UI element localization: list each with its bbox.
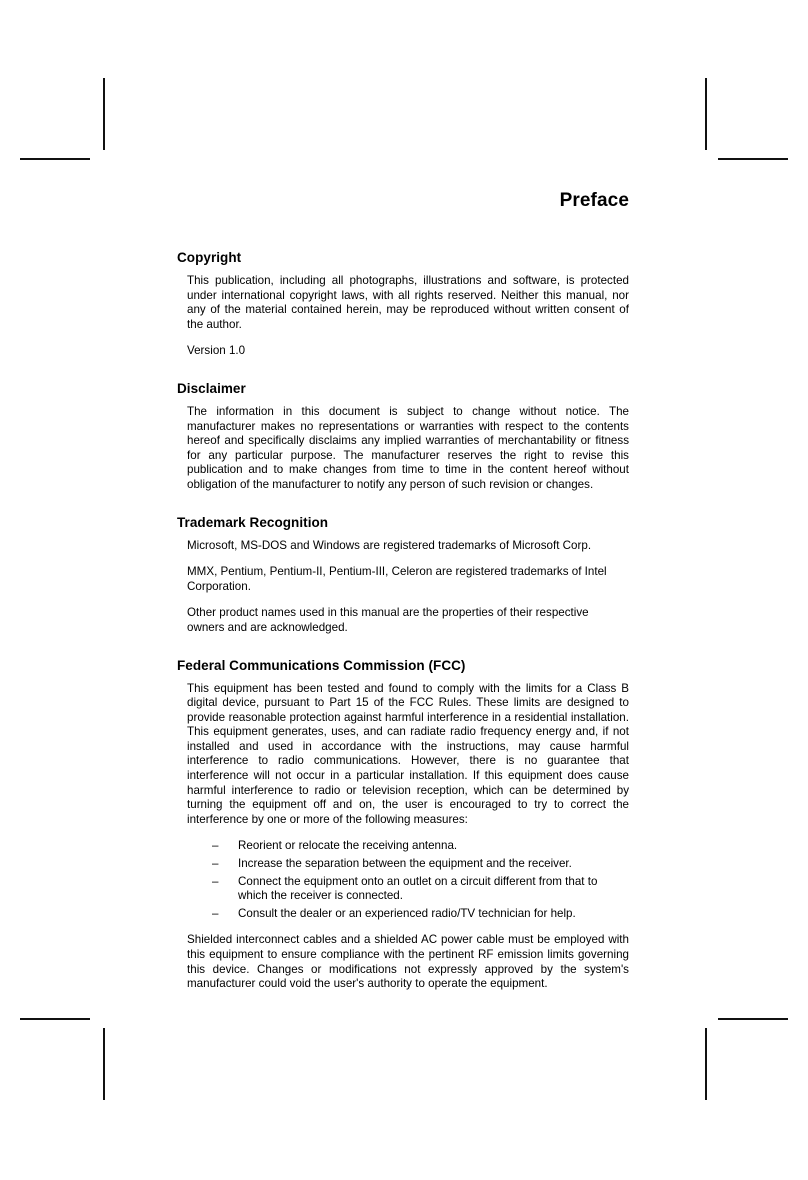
list-item-label: Increase the separation between the equipment and the receiver. [238, 857, 572, 871]
page-content [177, 190, 629, 992]
paragraph: Microsoft, MS-DOS and Windows are registered trademarks of Microsoft Corp. [187, 538, 592, 552]
crop-mark-top-right-vertical [705, 78, 707, 150]
crop-mark-bottom-right-vertical [705, 1028, 707, 1100]
dash-marker-icon: – [212, 857, 219, 871]
crop-mark-bottom-left-horizontal [20, 1018, 90, 1020]
page-title: Preface [559, 190, 629, 211]
paragraph: This publication, including all photographs, illustrations and software, is protected under international copyright laws, with all rights reserved. Neither this manual, nor any of the material contained herein, may be reproduced without written consent of the author. [187, 274, 629, 331]
list-item-label: Consult the dealer or an experienced radio/TV technician for help. [238, 906, 576, 920]
paragraph: MMX, Pentium, Pentium-II, Pentium-III, Celeron are registered trademarks of Intel Corporation. [187, 565, 607, 593]
paragraph: Other product names used in this manual are the properties of their respective owners and are acknowledged. [187, 606, 589, 634]
section-copyright [177, 250, 629, 359]
dash-marker-icon: – [212, 839, 219, 853]
crop-mark-bottom-left-vertical [103, 1028, 105, 1100]
section-body-disclaimer [177, 405, 629, 493]
paragraph: Shielded interconnect cables and a shielded AC power cable must be employed with this equipment to ensure compliance with the pertinent RF emission limits governing this device. Changes or modifications not expressly approved by the system's manufacturer could void the user's authority to operate the equipment. [187, 933, 629, 991]
section-heading-fcc: Federal Communications Commission (FCC) [177, 657, 466, 673]
crop-mark-bottom-right-horizontal [718, 1018, 788, 1020]
section-body-fcc [177, 682, 629, 992]
list-item [212, 839, 629, 854]
list-item [212, 875, 629, 904]
list-item [212, 857, 629, 872]
crop-mark-top-left-vertical [103, 78, 105, 150]
section-body-copyright [177, 274, 629, 359]
section-disclaimer [177, 381, 629, 493]
section-fcc [177, 658, 629, 992]
section-trademark-recognition [177, 515, 629, 636]
list-item-label: Reorient or relocate the receiving antenna. [238, 839, 458, 853]
paragraph: The information in this document is subject to change without notice. The manufacturer makes no representations or warranties with respect to the contents hereof and specifically disclaims any implied warranties of merchantability or fitness for any particular purpose. The manufacturer reserves the right to revise this publication and to make changes from time to time in the content hereof without obligation of the manufacturer to notify any person of such revision or changes. [187, 404, 629, 491]
section-heading-copyright: Copyright [177, 250, 242, 265]
section-heading-trademark-recognition: Trademark Recognition [177, 514, 329, 530]
section-body-trademark-recognition [177, 539, 629, 636]
section-heading-disclaimer: Disclaimer [177, 380, 246, 396]
crop-mark-top-left-horizontal [20, 158, 90, 160]
dash-marker-icon: – [212, 874, 219, 888]
crop-mark-top-right-horizontal [718, 158, 788, 160]
list-item-label: Connect the equipment onto an outlet on a circuit different from that to which the receiver is connected. [238, 874, 598, 903]
corrective-measures-list [187, 839, 629, 921]
version-text: Version 1.0 [187, 344, 246, 358]
paragraph: This equipment has been tested and found to comply with the limits for a Class B digital device, pursuant to Part 15 of the FCC Rules. These limits are designed to provide reasonable protection against harmful interference in a residential installation. This equipment generates, uses, and can radiate radio frequency energy and, if not installed and used in accordance with the instructions, may cause harmful interference to radio communications. However, there is no guarantee that interference will not occur in a particular installation. If this equipment does cause harmful interference to radio or television reception, which can be determined by turning the equipment off and on, the user is encouraged to try to correct the interference by one or more of the following measures: [187, 681, 629, 826]
dash-marker-icon: – [212, 906, 219, 920]
list-item [212, 907, 629, 922]
